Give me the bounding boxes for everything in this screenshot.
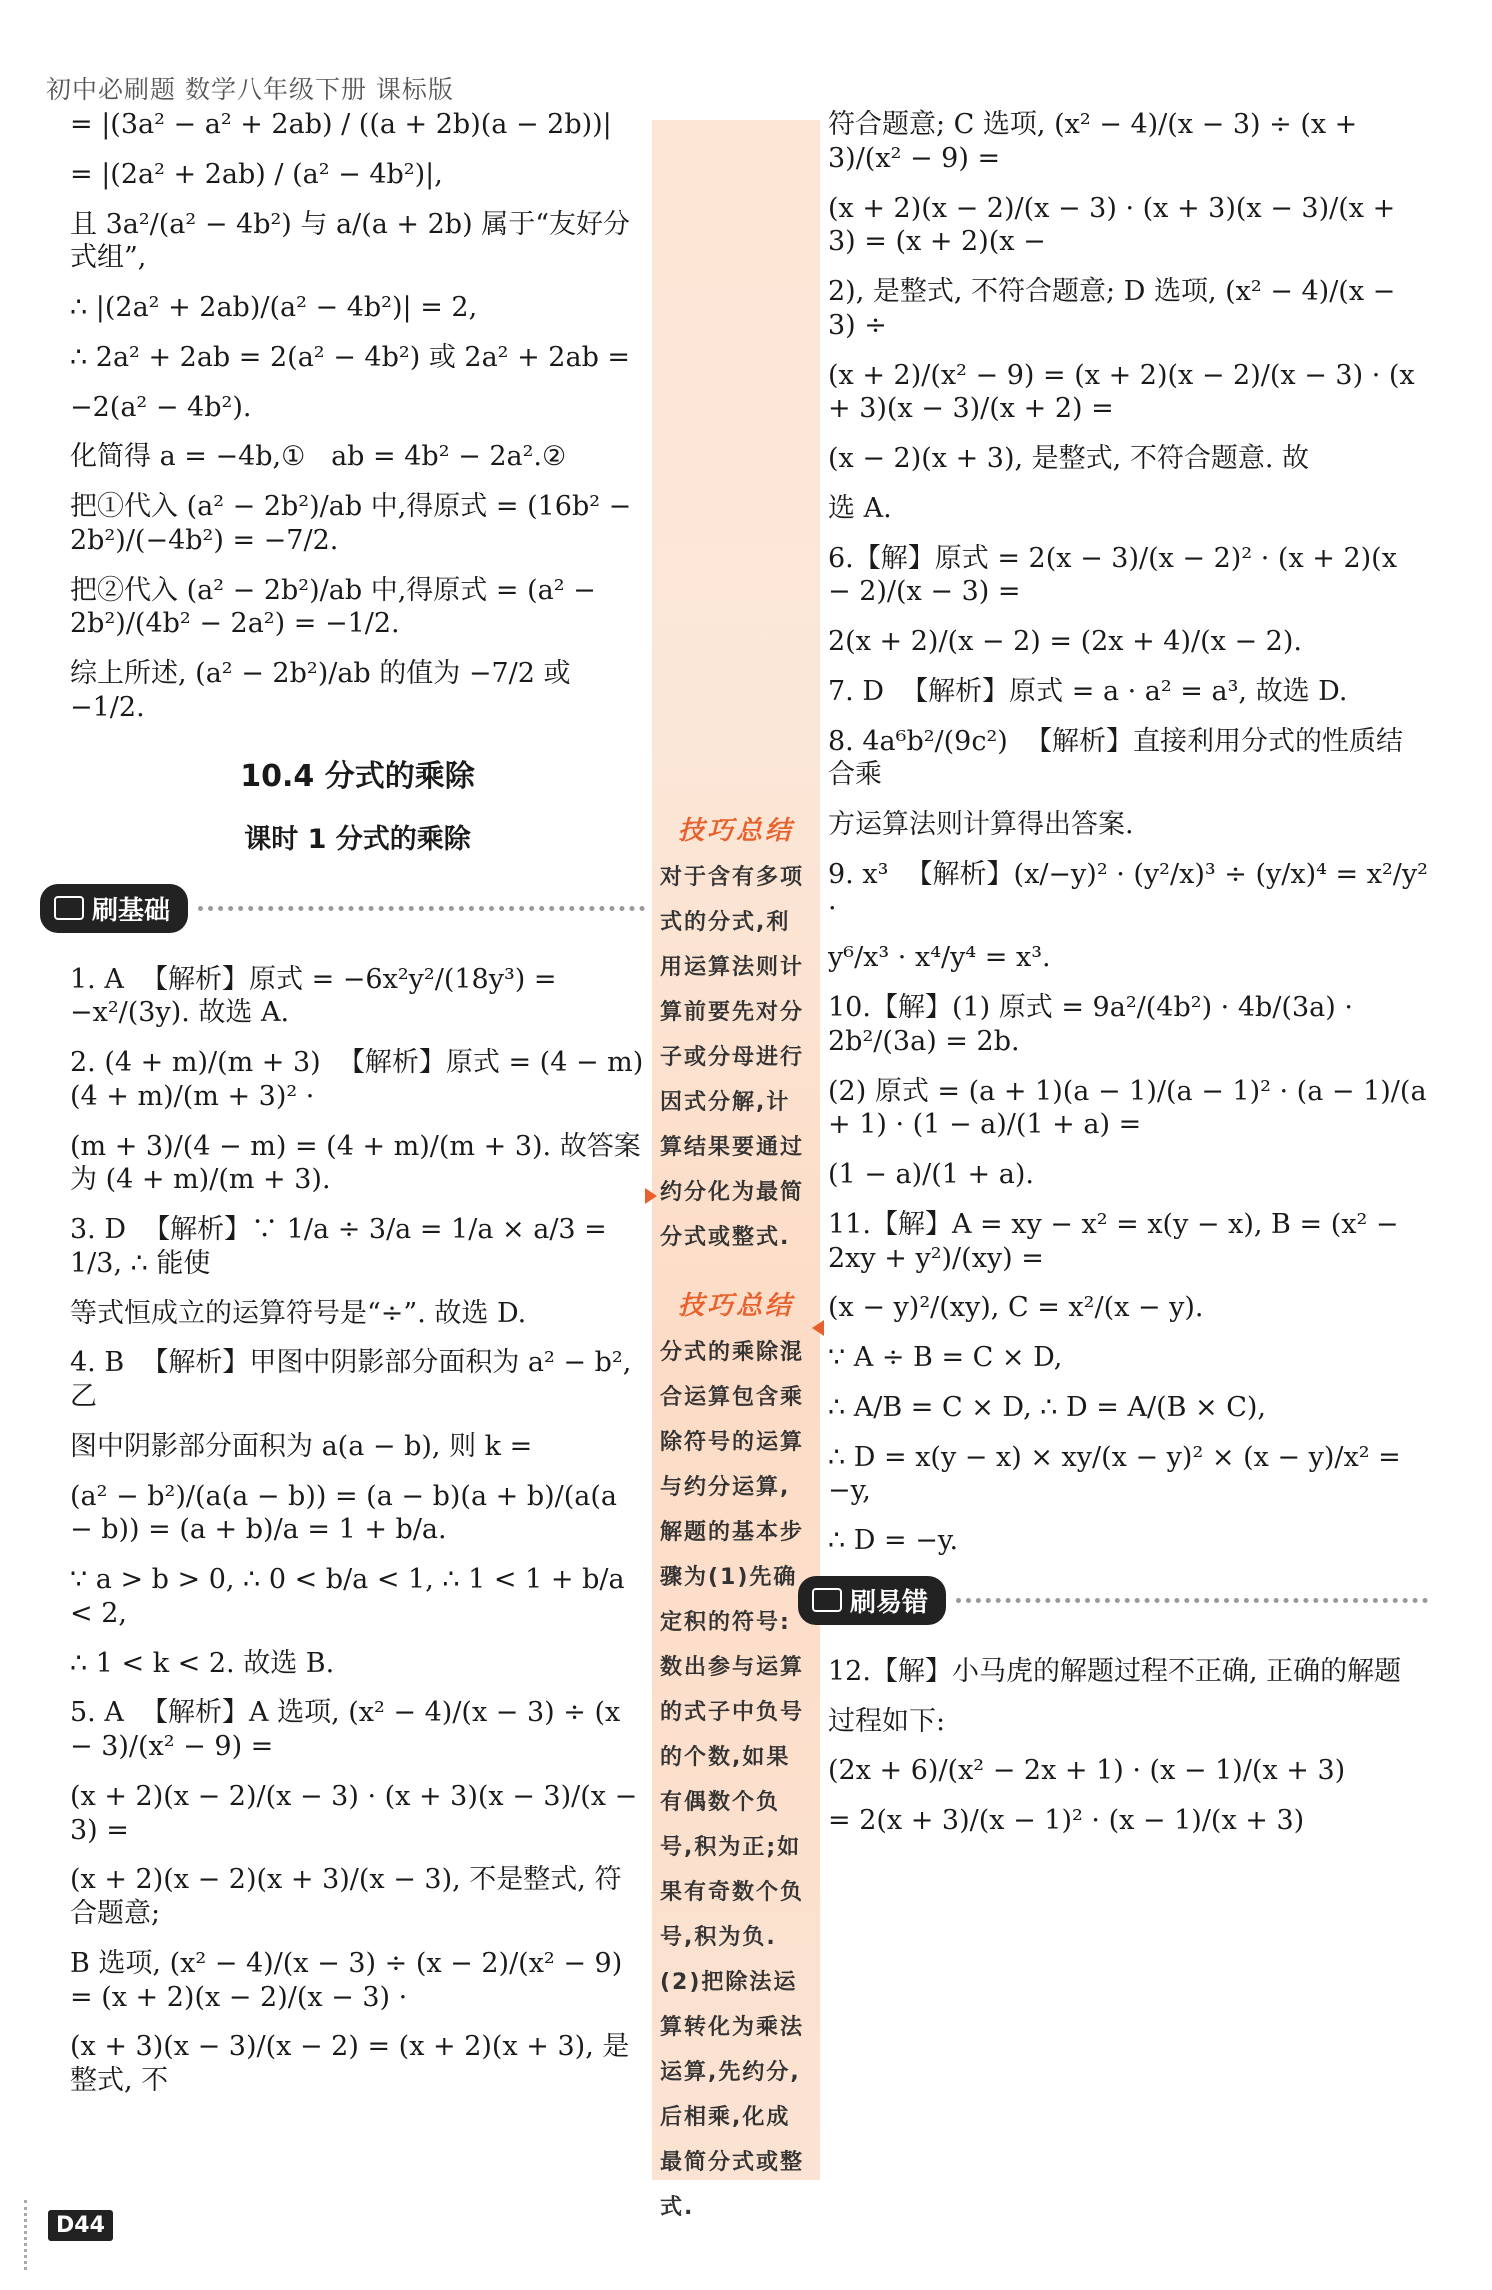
text-line: 等式恒成立的运算符号是“÷”. 故选 D.: [70, 1297, 527, 1329]
arrow-right-icon: [645, 1188, 657, 1204]
text-line: (a² − b²)/(a(a − b)) = (a − b)(a + b)/(a(a − b)) = (a + b)/a = 1 + b/a.: [70, 1480, 626, 1546]
text-line: ∵ A ÷ B = C × D,: [828, 1342, 1063, 1373]
text-line: 图中阴影部分面积为 a(a − b), 则 k =: [70, 1430, 533, 1462]
text-line: = 2(x + 3)/(x − 1)² · (x − 1)/(x + 3): [828, 1805, 1305, 1836]
pencil-icon: [812, 1588, 842, 1612]
right-solution-block: [828, 108, 1437, 1558]
text-line: 3. D 【解析】∵ 1/a ÷ 3/a = 1/a × a/3 = 1/3, ∴ 能使: [70, 1214, 616, 1279]
tip-text-1: 对于含有多项式的分式,利用运算法则计算前要先对分子或分母进行因式分解,计算结果要通过约分化为最简分式或整式.: [660, 865, 805, 1250]
text-line: (x + 2)(x − 2)/(x − 3) · (x + 3)(x − 3)/(x + 3) = (x + 2)(x −: [828, 192, 1404, 258]
text-line: 10.【解】(1) 原式 = 9a²/(4b²) · 4b/(3a) · 2b²/(3a) = 2b.: [828, 992, 1362, 1057]
text-line: 4. B 【解析】甲图中阴影部分面积为 a² − b², 乙: [70, 1347, 640, 1412]
text-line: ∴ 1 < k < 2. 故选 B.: [70, 1647, 335, 1679]
tip-text-2: 分式的乘除混合运算包含乘除符号的运算与约分运算,解题的基本步骤为(1)先确定积的符号:数出参与运算的式子中负号的个数,如果有偶数个负号,积为正;如果有奇数个负号,积为负.(2)把除法运算转化为乘法运算,先约分,后相乘,化成最简分式或整式.: [660, 1340, 805, 2220]
text-line: −2(a² − 4b²).: [70, 391, 252, 423]
text-line: (x − y)²/(xy), C = x²/(x − y).: [828, 1292, 1204, 1324]
error-banner: [798, 1576, 1428, 1625]
error-badge-label: 刷易错: [850, 1587, 929, 1618]
corner-mark: [24, 2200, 37, 2270]
text-line: ∴ |(2a² + 2ab)/(a² − 4b²)| = 2,: [70, 292, 478, 323]
basic-badge: [40, 884, 188, 933]
text-line: = |(3a² − a² + 2ab) / ((a + 2b)(a − 2b))|: [70, 109, 612, 140]
text-line: ∴ 2a² + 2ab = 2(a² − 4b²) 或 2a² + 2ab =: [70, 341, 631, 373]
left-answers-block: [70, 963, 645, 2098]
text-line: B 选项, (x² − 4)/(x − 3) ÷ (x − 2)/(x² − 9) = (x + 2)(x − 2)/(x − 3) ·: [70, 1947, 631, 2013]
text-line: 11.【解】A = xy − x² = x(y − x), B = (x² − 2xy + y²)/(xy) =: [828, 1208, 1408, 1274]
text-line: (2) 原式 = (a + 1)(a − 1)/(a − 1)² · (a − 1)/(a + 1) · (1 − a)/(1 + a) =: [828, 1075, 1436, 1141]
left-column: [70, 108, 645, 2114]
text-line: 把②代入 (a² − 2b²)/ab 中,得原式 = (a² − 2b²)/(4b² − 2a²) = −1/2.: [70, 574, 605, 640]
text-line: 2), 是整式, 不符合题意; D 选项, (x² − 4)/(x − 3) ÷: [828, 276, 1404, 341]
page-number: D44: [48, 2210, 113, 2241]
lesson-title: 课时 1 分式的乘除: [244, 823, 471, 855]
tip-box-2: [660, 1285, 812, 2230]
text-line: 选 A.: [828, 492, 892, 524]
text-line: (x + 2)(x − 2)/(x − 3) · (x + 3)(x − 3)/(x − 3) =: [70, 1780, 646, 1846]
text-line: = |(2a² + 2ab) / (a² − 4b²)|,: [70, 158, 443, 190]
text-line: (m + 3)/(4 − m) = (4 + m)/(m + 3). 故答案为 (4 + m)/(m + 3).: [70, 1130, 641, 1196]
arrow-left-icon: [812, 1320, 824, 1336]
text-line: 且 3a²/(a² − 4b²) 与 a/(a + 2b) 属于“友好分式组”,: [70, 208, 630, 274]
text-line: 化简得 a = −4b,① ab = 4b² − 2a².②: [70, 441, 567, 473]
text-line: 2(x + 2)/(x − 2) = (2x + 4)/(x − 2).: [828, 626, 1302, 657]
page-header: 初中必刷题 数学八年级下册 课标版: [46, 75, 454, 104]
text-line: 1. A 【解析】原式 = −6x²y²/(18y³) = −x²/(3y). 故选 A.: [70, 963, 566, 1029]
text-line: 符合题意; C 选项, (x² − 4)/(x − 3) ÷ (x + 3)/(x² − 9) =: [828, 109, 1366, 174]
section-title: 10.4 分式的乘除: [240, 758, 475, 794]
text-line: ∴ D = −y.: [828, 1525, 959, 1556]
text-line: (x + 2)(x − 2)(x + 3)/(x − 3), 不是整式, 符合题意;: [70, 1864, 622, 1929]
text-line: 过程如下:: [828, 1705, 946, 1737]
text-line: 7. D 【解析】原式 = a · a² = a³, 故选 D.: [828, 675, 1348, 707]
text-line: (x + 3)(x − 3)/(x − 2) = (x + 2)(x + 3), 是整式, 不: [70, 2031, 630, 2096]
right-answers-block: [828, 1655, 1428, 1838]
text-line: (x + 2)/(x² − 9) = (x + 2)(x − 2)/(x − 3) · (x + 3)(x − 3)/(x + 2) =: [828, 359, 1424, 425]
text-line: (1 − a)/(1 + a).: [828, 1159, 1034, 1190]
error-badge: [798, 1576, 946, 1625]
text-line: 2. (4 + m)/(m + 3) 【解析】原式 = (4 − m)(4 + m)/(m + 3)² ·: [70, 1047, 644, 1112]
text-line: 9. x³ 【解析】(x/−y)² · (y²/x)³ ÷ (y/x)⁴ = x²/y² ·: [828, 858, 1437, 924]
basic-badge-label: 刷基础: [92, 895, 171, 926]
text-line: 5. A 【解析】A 选项, (x² − 4)/(x − 3) ÷ (x − 3)/(x² − 9) =: [70, 1697, 629, 1762]
text-line: 把①代入 (a² − 2b²)/ab 中,得原式 = (16b² − 2b²)/(−4b²) = −7/2.: [70, 491, 640, 556]
pencil-icon: [54, 896, 84, 920]
text-line: ∴ D = x(y − x) × xy/(x − y)² × (x − y)/x² = −y,: [828, 1441, 1410, 1507]
text-line: ∴ A/B = C × D, ∴ D = A/(B × C),: [828, 1391, 1267, 1423]
text-line: 综上所述, (a² − 2b²)/ab 的值为 −7/2 或 −1/2.: [70, 658, 580, 723]
dotted-divider: [956, 1598, 1428, 1603]
text-line: 方运算法则计算得出答案.: [828, 809, 1134, 840]
tip-title-1: 技巧总结: [677, 816, 794, 846]
right-column: [828, 108, 1437, 1854]
text-line: (x − 2)(x + 3), 是整式, 不符合题意. 故: [828, 443, 1310, 474]
text-line: (2x + 6)/(x² − 2x + 1) · (x − 1)/(x + 3): [828, 1755, 1346, 1787]
text-line: 12.【解】小马虎的解题过程不正确, 正确的解题: [828, 1655, 1402, 1687]
text-line: ∵ a > b > 0, ∴ 0 < b/a < 1, ∴ 1 < 1 + b/a < 2,: [70, 1564, 634, 1629]
tip-box-1: [660, 810, 812, 1260]
basic-banner: [40, 884, 645, 933]
text-line: y⁶/x³ · x⁴/y⁴ = x³.: [828, 942, 1051, 974]
dotted-divider: [198, 906, 645, 911]
text-line: 6.【解】原式 = 2(x − 3)/(x − 2)² · (x + 2)(x − 2)/(x − 3) =: [828, 542, 1406, 608]
left-solution-block: [70, 108, 645, 725]
tip-title-2: 技巧总结: [677, 1291, 794, 1321]
text-line: 8. 4a⁶b²/(9c²) 【解析】直接利用分式的性质结合乘: [828, 725, 1404, 791]
